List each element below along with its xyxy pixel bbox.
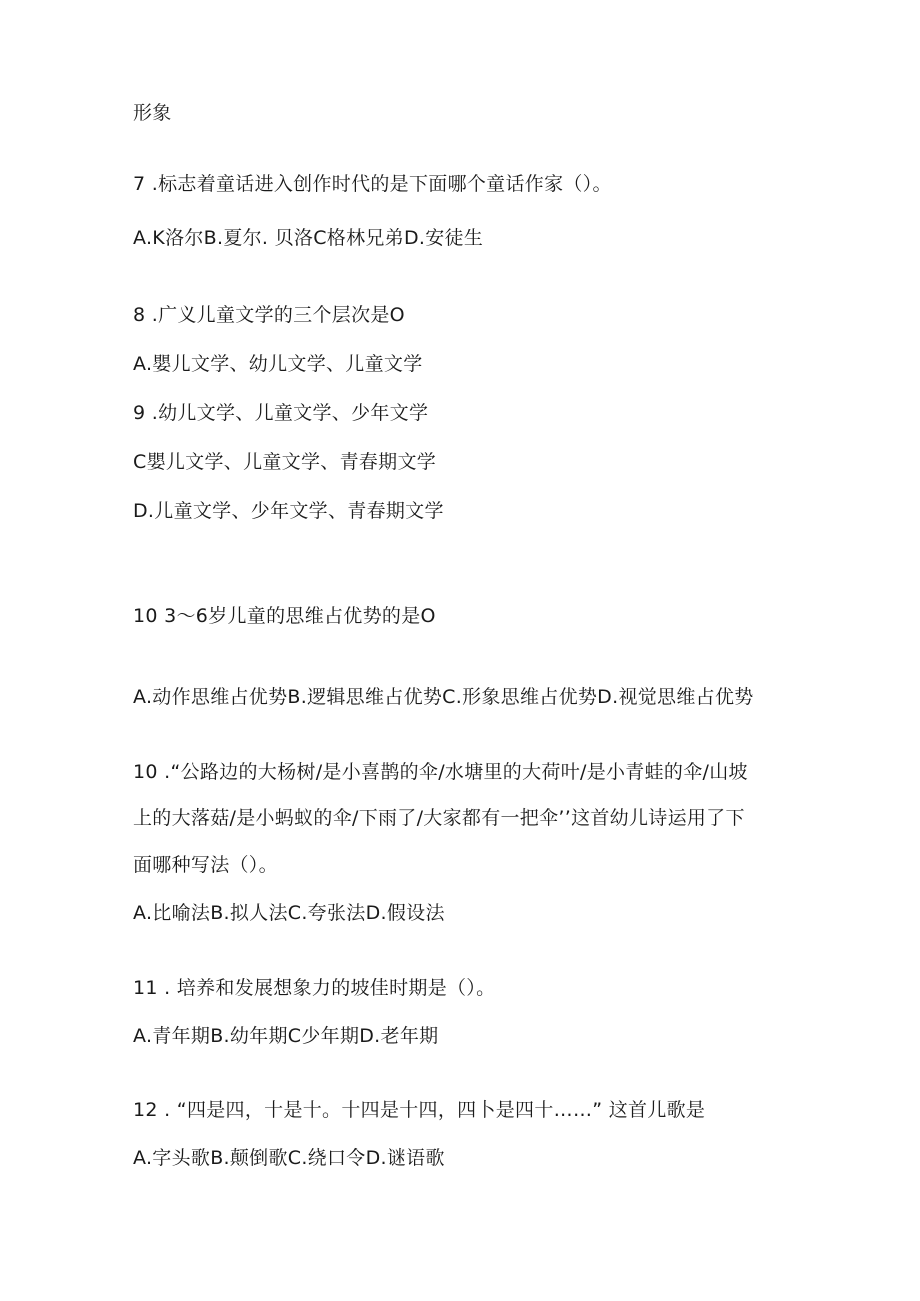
question-10b-options: A.比喻法B.拟人法C.夸张法D.假设法 [133,902,445,924]
question-11: 11 . 培养和发展想象力的坡佳时期是（）。 [133,977,496,999]
question-10b-line-3: 面哪种写法（）。 [133,854,278,876]
question-7-options: A.K洛尔B.夏尔. 贝洛C格林兄弟D.安徒生 [133,227,484,249]
question-8-option-a: A.嬰儿文学、幼儿文学、儿童文学 [133,353,423,375]
question-8-option-b: 9 .幼儿文学、儿童文学、少年文学 [133,402,429,424]
continuation-text: 形象 [133,102,172,124]
question-12: 12 . “四是四，十是十。十四是十四，四卜是四十……” 这首儿歌是 [133,1099,706,1121]
question-8: 8 .广义儿童文学的三个层次是O [133,304,405,326]
question-8-option-d: D.儿童文学、少年文学、青春期文学 [133,500,444,522]
question-12-options: A.字头歌B.颠倒歌C.绕口令D.谜语歌 [133,1147,445,1169]
question-10b-line-1: 10 .“公路边的大杨树/是小喜鹊的伞/水塘里的大荷叶/是小青蛙的伞/山坡 [133,761,748,783]
question-11-options: A.青年期B.幼年期C少年期D.老年期 [133,1025,439,1047]
question-10a-options: A.动作思维占优势B.逻辑思维占优势C.形象思维占优势D.视觉思维占优势 [133,686,754,708]
question-7: 7 .标志着童话进入创作时代的是下面哪个童话作家（）。 [133,173,612,195]
question-8-option-c: C嬰儿文学、儿童文学、青春期文学 [133,451,437,473]
question-10b-line-2: 上的大落菇/是小蚂蚁的伞/下雨了/大家都有一把伞’’这首幼儿诗运用了下 [133,807,745,829]
question-10a: 10 3～6岁儿童的思维占优势的是O [133,605,436,627]
